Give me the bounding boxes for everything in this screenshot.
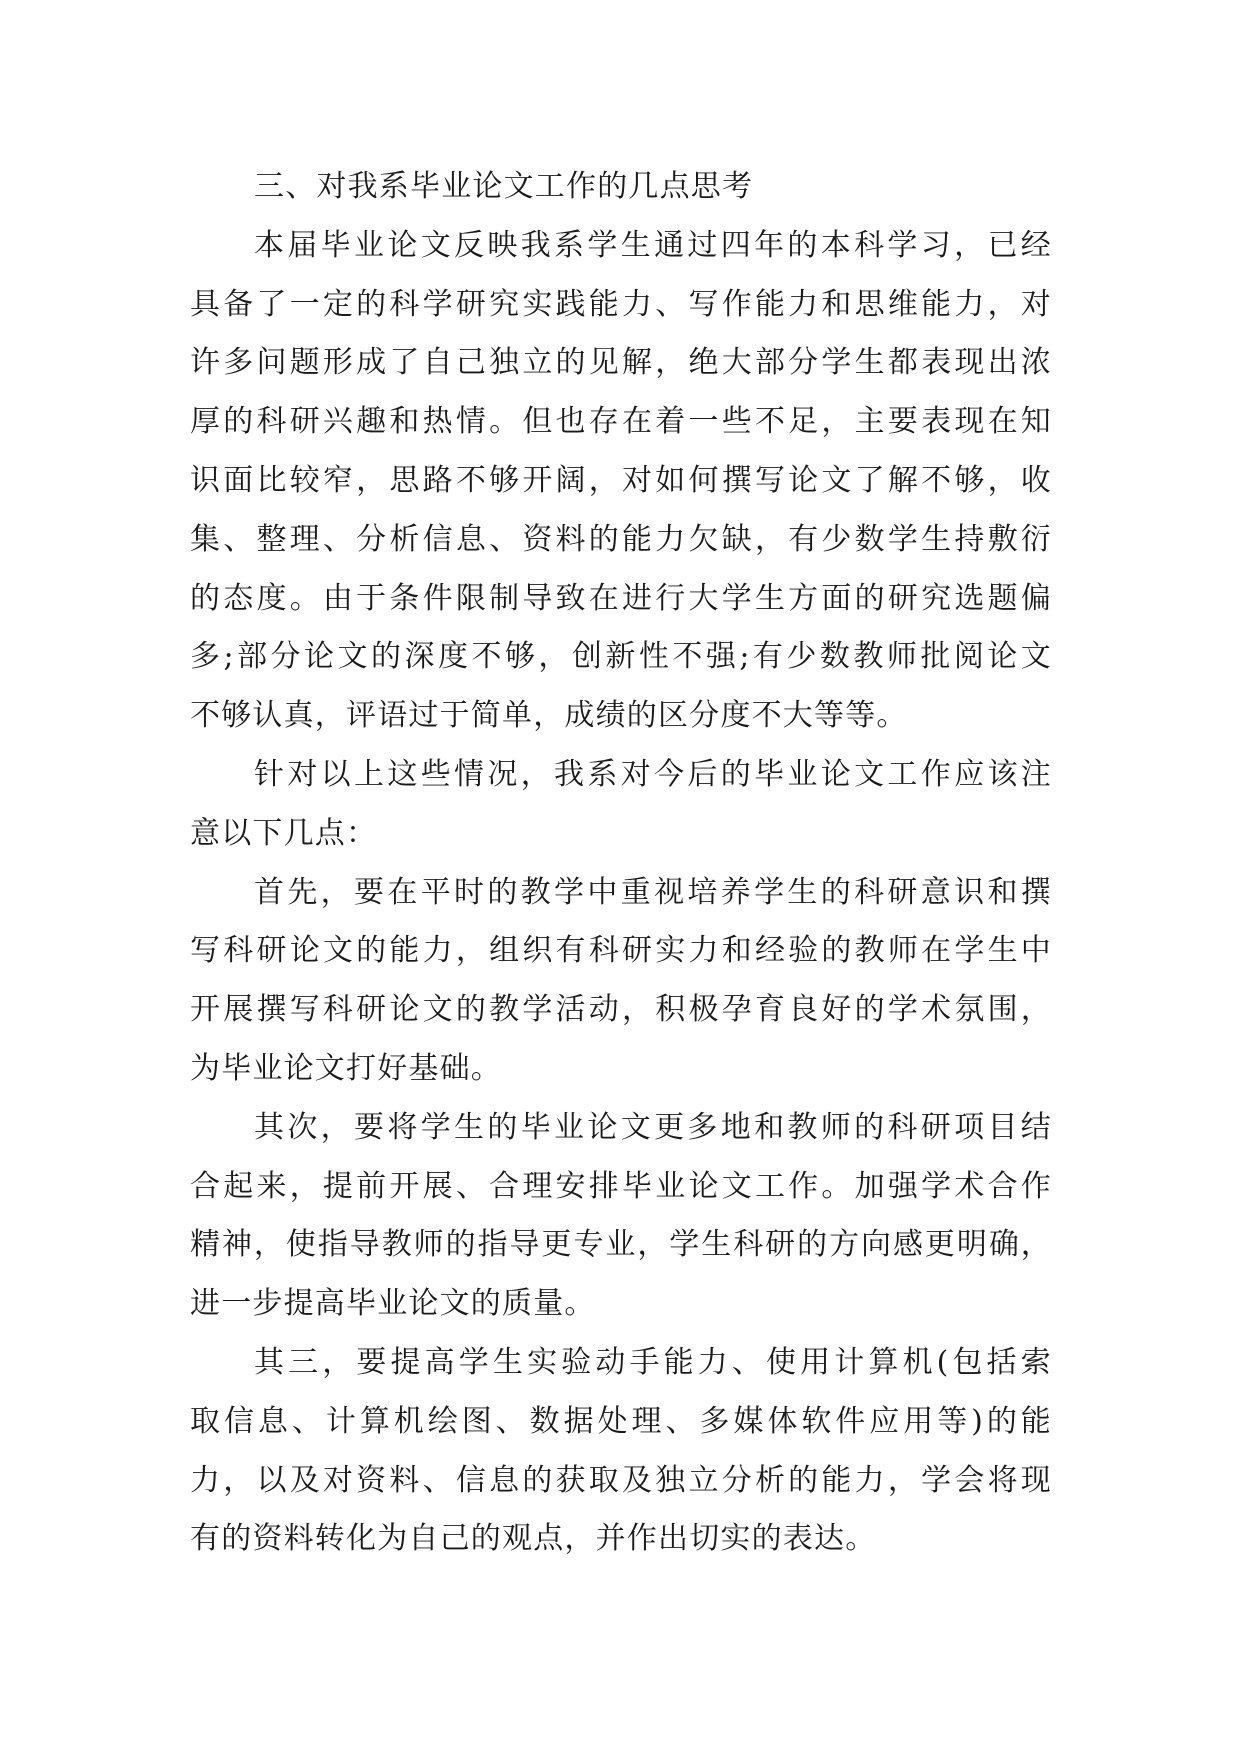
section-heading: 三、对我系毕业论文工作的几点思考 [254, 169, 754, 204]
paragraph-line: 的态度。由于条件限制导致在进行大学生方面的研究选题偏 [190, 580, 1052, 616]
paragraph-line: 合起来，提前开展、合理安排毕业论文工作。加强学术合作 [190, 1168, 1052, 1204]
paragraph-line: 有的资料转化为自己的观点，并作出切实的表达。 [190, 1521, 877, 1557]
paragraph-line: 为毕业论文打好基础。 [190, 1050, 502, 1086]
paragraph-line: 具备了一定的科学研究实践能力、写作能力和思维能力，对 [190, 286, 1052, 322]
paragraph-line: 取信息、计算机绘图、数据处理、多媒体软件应用等)的能 [190, 1403, 1052, 1439]
document-body [190, 158, 1052, 1569]
paragraph-line: 开展撰写科研论文的教学活动，积极孕育良好的学术氛围， [190, 992, 1052, 1028]
paragraph-line: 其三，要提高学生实验动手能力、使用计算机(包括索 [254, 1344, 1052, 1380]
paragraph-line: 力，以及对资料、信息的获取及独立分析的能力，学会将现 [190, 1462, 1052, 1498]
paragraph-line: 不够认真，评语过于简单，成绩的区分度不大等等。 [190, 698, 908, 734]
paragraph-line: 厚的科研兴趣和热情。但也存在着一些不足，主要表现在知 [190, 404, 1052, 440]
paragraph-line: 集、整理、分析信息、资料的能力欠缺，有少数学生持敷衍 [190, 521, 1052, 557]
paragraph-line: 多;部分论文的深度不够，创新性不强;有少数教师批阅论文 [190, 639, 1052, 675]
paragraph-line: 针对以上这些情况，我系对今后的毕业论文工作应该注 [254, 756, 1052, 792]
paragraph-line: 意以下几点： [190, 815, 378, 851]
paragraph-line: 本届毕业论文反映我系学生通过四年的本科学习，已经 [254, 227, 1052, 263]
paragraph-line: 其次，要将学生的毕业论文更多地和教师的科研项目结 [254, 1109, 1052, 1145]
paragraph-line: 识面比较窄，思路不够开阔，对如何撰写论文了解不够，收 [190, 462, 1052, 498]
paragraph-line: 首先，要在平时的教学中重视培养学生的科研意识和撰 [254, 874, 1052, 910]
paragraph-line: 精神，使指导教师的指导更专业，学生科研的方向感更明确， [190, 1227, 1052, 1263]
paragraph-line: 写科研论文的能力，组织有科研实力和经验的教师在学生中 [190, 933, 1052, 969]
paragraph-line: 许多问题形成了自己独立的见解，绝大部分学生都表现出浓 [190, 345, 1052, 381]
paragraph-line: 进一步提高毕业论文的质量。 [190, 1286, 596, 1322]
